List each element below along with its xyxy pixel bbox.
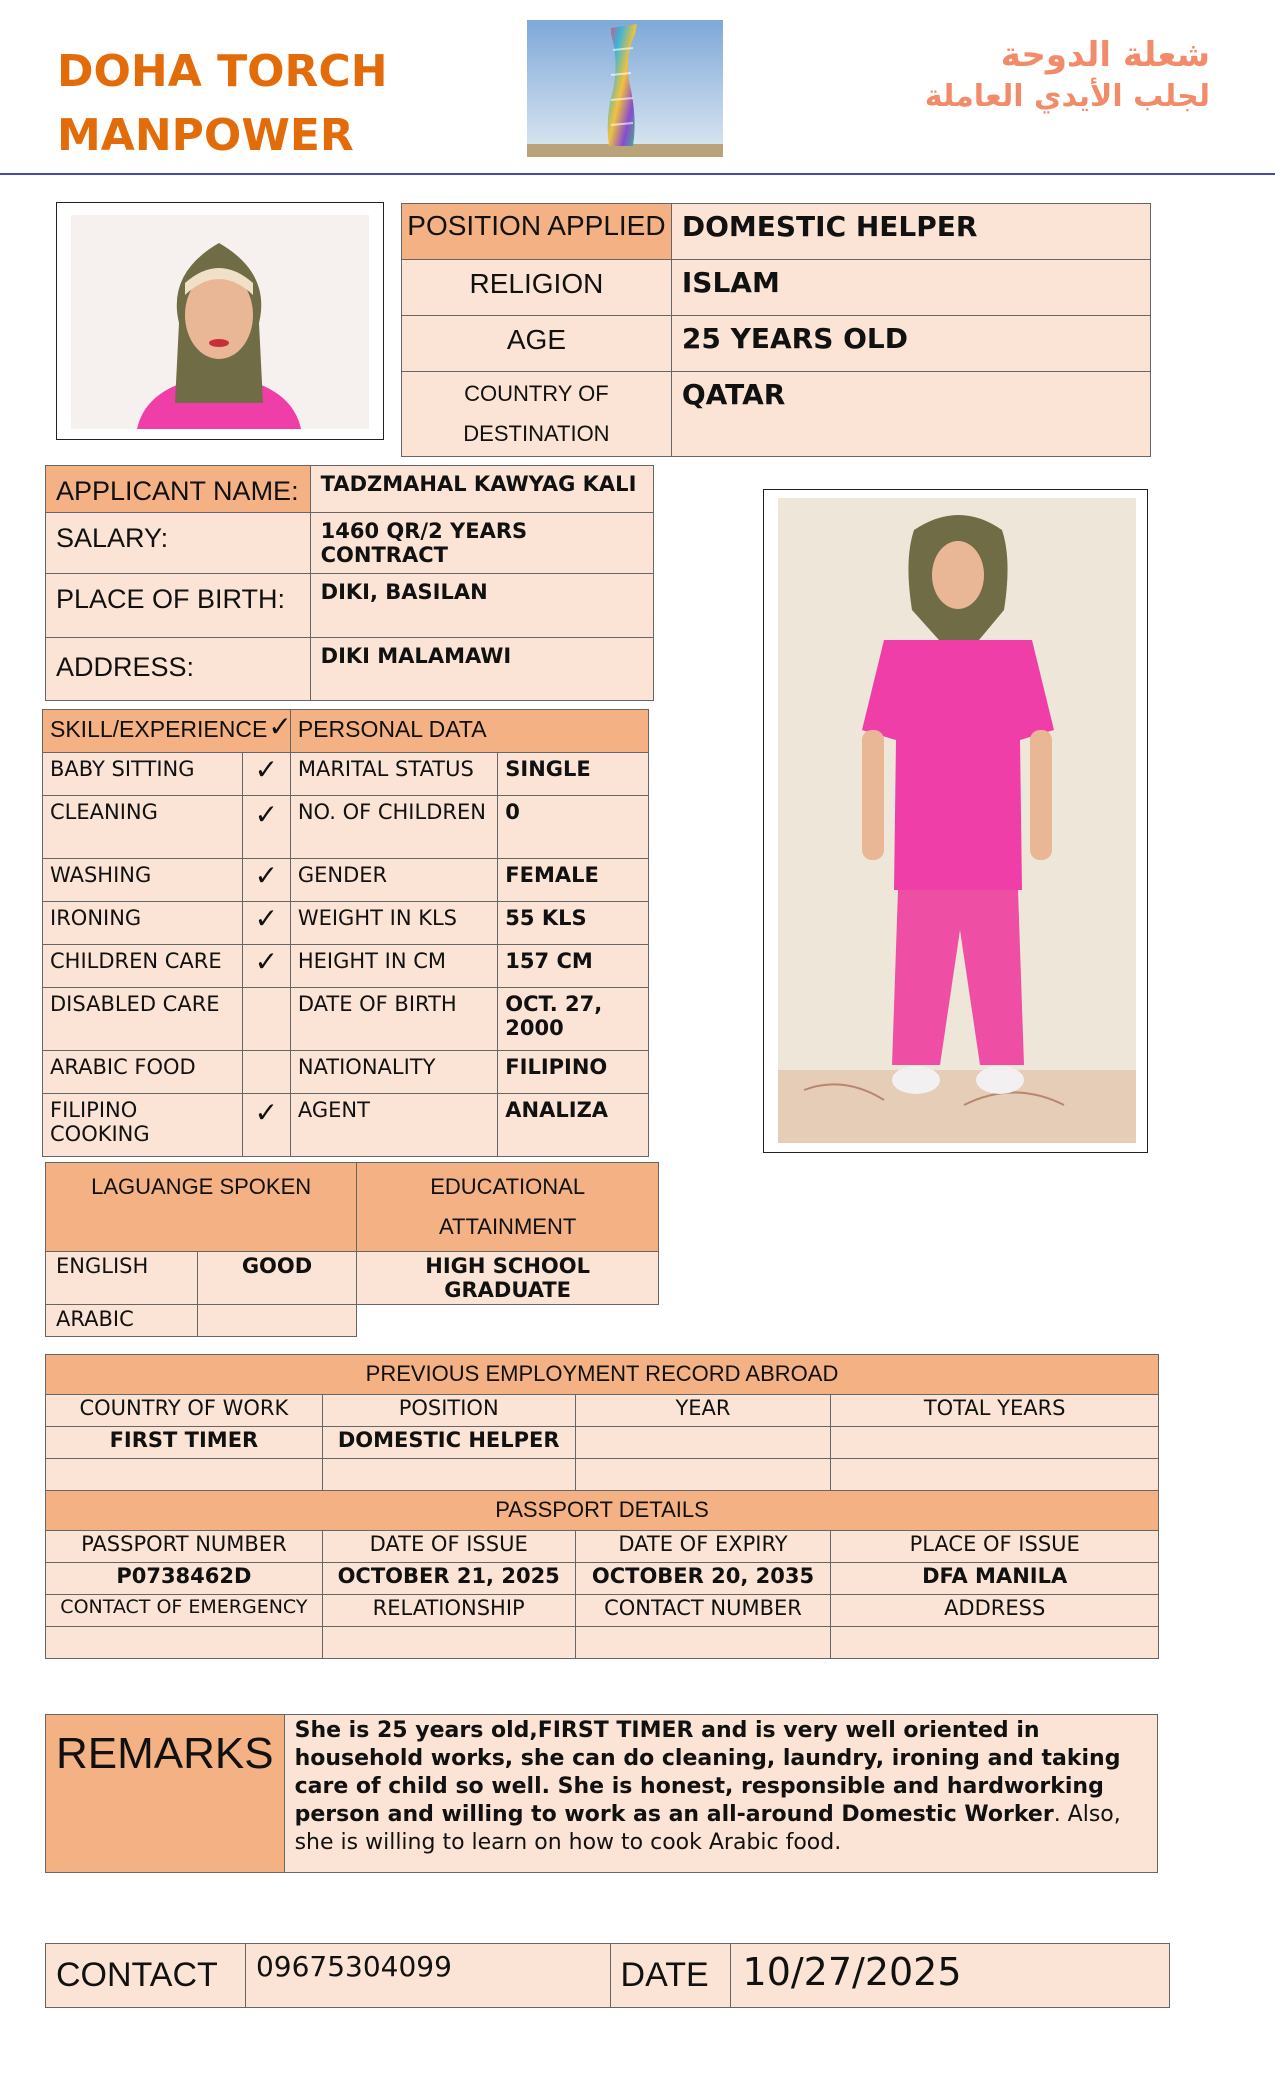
column-header: PLACE OF ISSUE: [831, 1531, 1159, 1563]
birthplace-value: DIKI, BASILAN: [310, 574, 653, 638]
destination-label: COUNTRY OF DESTINATION: [402, 372, 672, 457]
language-level: [197, 1305, 357, 1337]
position-info-table: [401, 203, 1151, 457]
contact-table: [45, 1943, 1170, 2008]
destination-row: [402, 372, 1151, 457]
applicant-full-body-photo: [763, 489, 1148, 1153]
table-row: [46, 1459, 1159, 1491]
skill-check-icon: ✓: [242, 753, 290, 796]
language-row: [46, 1252, 659, 1305]
education-value: HIGH SCHOOL GRADUATE: [357, 1252, 659, 1305]
header-divider: [0, 173, 1275, 175]
language-education-table: [45, 1162, 659, 1337]
remarks-table: [45, 1714, 1158, 1873]
empty-cell: [357, 1305, 659, 1337]
remarks-label: REMARKS: [46, 1715, 285, 1873]
skill-check-icon: [242, 988, 290, 1051]
applicant-name-row: [46, 466, 654, 513]
passport-number: P0738462D: [46, 1563, 323, 1595]
skills-header-label: SKILL/EXPERIENCE: [50, 716, 268, 742]
employment-cell: [831, 1427, 1159, 1459]
column-header: ADDRESS: [831, 1595, 1159, 1627]
column-header: TOTAL YEARS: [831, 1395, 1159, 1427]
applicant-name-label: APPLICANT NAME:: [46, 466, 311, 513]
contact-label: CONTACT: [46, 1944, 246, 2008]
skills-header-row: [43, 710, 649, 753]
column-header: POSITION: [322, 1395, 575, 1427]
date-value: 10/27/2025: [730, 1944, 1169, 2008]
employment-columns-row: [46, 1395, 1159, 1427]
age-row: [402, 316, 1151, 372]
personal-value: 157 CM: [498, 945, 649, 988]
skill-check-icon: ✓: [242, 902, 290, 945]
column-header: DATE OF EXPIRY: [575, 1531, 831, 1563]
remarks-text: [284, 1715, 1157, 1873]
age-value: 25 YEARS OLD: [671, 316, 1150, 372]
contact-value: 09675304099: [245, 1944, 610, 2008]
arabic-line-2: لجلب الأيدي العاملة: [924, 79, 1210, 114]
employment-header-row: [46, 1355, 1159, 1395]
employment-cell: [46, 1459, 323, 1491]
passport-header-row: [46, 1491, 1159, 1531]
address-row: [46, 638, 654, 701]
passport-expiry-date: OCTOBER 20, 2035: [575, 1563, 831, 1595]
personal-field: GENDER: [290, 859, 497, 902]
table-row: [46, 1627, 1159, 1659]
education-header: EDUCATIONAL ATTAINMENT: [357, 1163, 659, 1252]
table-row: [43, 988, 649, 1051]
skills-personal-table: [42, 709, 649, 1157]
personal-value: FILIPINO: [498, 1051, 649, 1094]
language-name: ENGLISH: [46, 1252, 198, 1305]
skill-check-icon: ✓: [242, 796, 290, 859]
personal-field: NATIONALITY: [290, 1051, 497, 1094]
personal-value: 0: [498, 796, 649, 859]
contact-row: [46, 1944, 1170, 2008]
employment-cell: [322, 1459, 575, 1491]
skill-name: BABY SITTING: [43, 753, 243, 796]
skill-name: WASHING: [43, 859, 243, 902]
skill-name: CLEANING: [43, 796, 243, 859]
personal-header: PERSONAL DATA: [290, 710, 648, 753]
applicant-name-value: TADZMAHAL KAWYAG KALI: [310, 466, 653, 513]
agency-name: DOHA TORCH MANPOWER: [57, 46, 388, 161]
table-row: [43, 796, 649, 859]
language-row: [46, 1305, 659, 1337]
portrait-illustration: [57, 203, 382, 438]
personal-field: DATE OF BIRTH: [290, 988, 497, 1051]
religion-value: ISLAM: [671, 260, 1150, 316]
table-row: [43, 1051, 649, 1094]
language-name: ARABIC: [46, 1305, 198, 1337]
table-row: [43, 859, 649, 902]
table-row: [43, 753, 649, 796]
personal-value: 55 KLS: [498, 902, 649, 945]
remarks-row: [46, 1715, 1158, 1873]
remarks-text-bold: She is 25 years old,FIRST TIMER and is very well oriented in household works, she can do cleaning, laundry, ironing and taking care of child so well. She is honest, responsible and hardworking person and willing to work as an all-around Domestic Worker: [294, 1718, 1121, 1827]
employment-cell: [831, 1459, 1159, 1491]
skill-name: CHILDREN CARE: [43, 945, 243, 988]
emergency-cell: [575, 1627, 831, 1659]
religion-row: [402, 260, 1151, 316]
salary-row: [46, 513, 654, 574]
address-value: DIKI MALAMAWI: [310, 638, 653, 701]
passport-issue-date: OCTOBER 21, 2025: [322, 1563, 575, 1595]
torch-tower-icon: [527, 20, 723, 157]
column-header: CONTACT NUMBER: [575, 1595, 831, 1627]
full-body-illustration: [764, 490, 1146, 1151]
skill-name: IRONING: [43, 902, 243, 945]
language-header: LAGUANGE SPOKEN: [46, 1163, 357, 1252]
passport-columns-row: [46, 1531, 1159, 1563]
skill-name: ARABIC FOOD: [43, 1051, 243, 1094]
column-header: RELATIONSHIP: [322, 1595, 575, 1627]
position-value: DOMESTIC HELPER: [671, 204, 1150, 260]
personal-field: AGENT: [290, 1094, 497, 1157]
remarks-text-rest: . Also, she is willing to learn on how to cook Arabic food.: [294, 1802, 1121, 1855]
personal-field: WEIGHT IN KLS: [290, 902, 497, 945]
skill-check-icon: ✓: [242, 945, 290, 988]
language-header-row: [46, 1163, 659, 1252]
birthplace-label: PLACE OF BIRTH:: [46, 574, 311, 638]
emergency-cell: [322, 1627, 575, 1659]
salary-label: SALARY:: [46, 513, 311, 574]
position-label: POSITION APPLIED: [402, 204, 672, 260]
table-row: [46, 1427, 1159, 1459]
age-label: AGE: [402, 316, 672, 372]
employment-cell: [575, 1459, 831, 1491]
employment-header: PREVIOUS EMPLOYMENT RECORD ABROAD: [46, 1355, 1159, 1395]
language-level: GOOD: [197, 1252, 357, 1305]
personal-field: MARITAL STATUS: [290, 753, 497, 796]
table-row: [43, 902, 649, 945]
skill-name: DISABLED CARE: [43, 988, 243, 1051]
arabic-line-1: شعلة الدوحة: [1000, 35, 1210, 75]
personal-value: SINGLE: [498, 753, 649, 796]
employment-cell: [575, 1427, 831, 1459]
doha-torch-logo: [527, 20, 723, 157]
header-check-icon: ✓: [268, 710, 292, 743]
employment-cell: FIRST TIMER: [46, 1427, 323, 1459]
table-row: [43, 1094, 649, 1157]
employment-cell: DOMESTIC HELPER: [322, 1427, 575, 1459]
personal-field: HEIGHT IN CM: [290, 945, 497, 988]
personal-field: NO. OF CHILDREN: [290, 796, 497, 859]
column-header: CONTACT OF EMERGENCY: [46, 1595, 323, 1627]
employment-passport-table: [45, 1354, 1159, 1659]
skill-check-icon: ✓: [242, 859, 290, 902]
passport-values-row: [46, 1563, 1159, 1595]
religion-label: RELIGION: [402, 260, 672, 316]
position-row: [402, 204, 1151, 260]
arabic-agency-name: [740, 34, 1210, 118]
column-header: COUNTRY OF WORK: [46, 1395, 323, 1427]
birthplace-row: [46, 574, 654, 638]
emergency-columns-row: [46, 1595, 1159, 1627]
skill-check-icon: [242, 1051, 290, 1094]
personal-value: ANALIZA: [498, 1094, 649, 1157]
emergency-cell: [831, 1627, 1159, 1659]
emergency-cell: [46, 1627, 323, 1659]
destination-value: QATAR: [671, 372, 1150, 457]
skills-header: [43, 710, 291, 753]
personal-value: FEMALE: [498, 859, 649, 902]
column-header: YEAR: [575, 1395, 831, 1427]
salary-value: 1460 QR/2 YEARS CONTRACT: [310, 513, 653, 574]
table-row: [43, 945, 649, 988]
skill-name: FILIPINO COOKING: [43, 1094, 243, 1157]
passport-issue-place: DFA MANILA: [831, 1563, 1159, 1595]
applicant-portrait-photo: [56, 202, 384, 440]
skill-check-icon: ✓: [242, 1094, 290, 1157]
column-header: DATE OF ISSUE: [322, 1531, 575, 1563]
passport-header: PASSPORT DETAILS: [46, 1491, 1159, 1531]
date-label: DATE: [610, 1944, 730, 2008]
address-label: ADDRESS:: [46, 638, 311, 701]
column-header: PASSPORT NUMBER: [46, 1531, 323, 1563]
applicant-table: [45, 465, 654, 701]
personal-value: OCT. 27, 2000: [498, 988, 649, 1051]
